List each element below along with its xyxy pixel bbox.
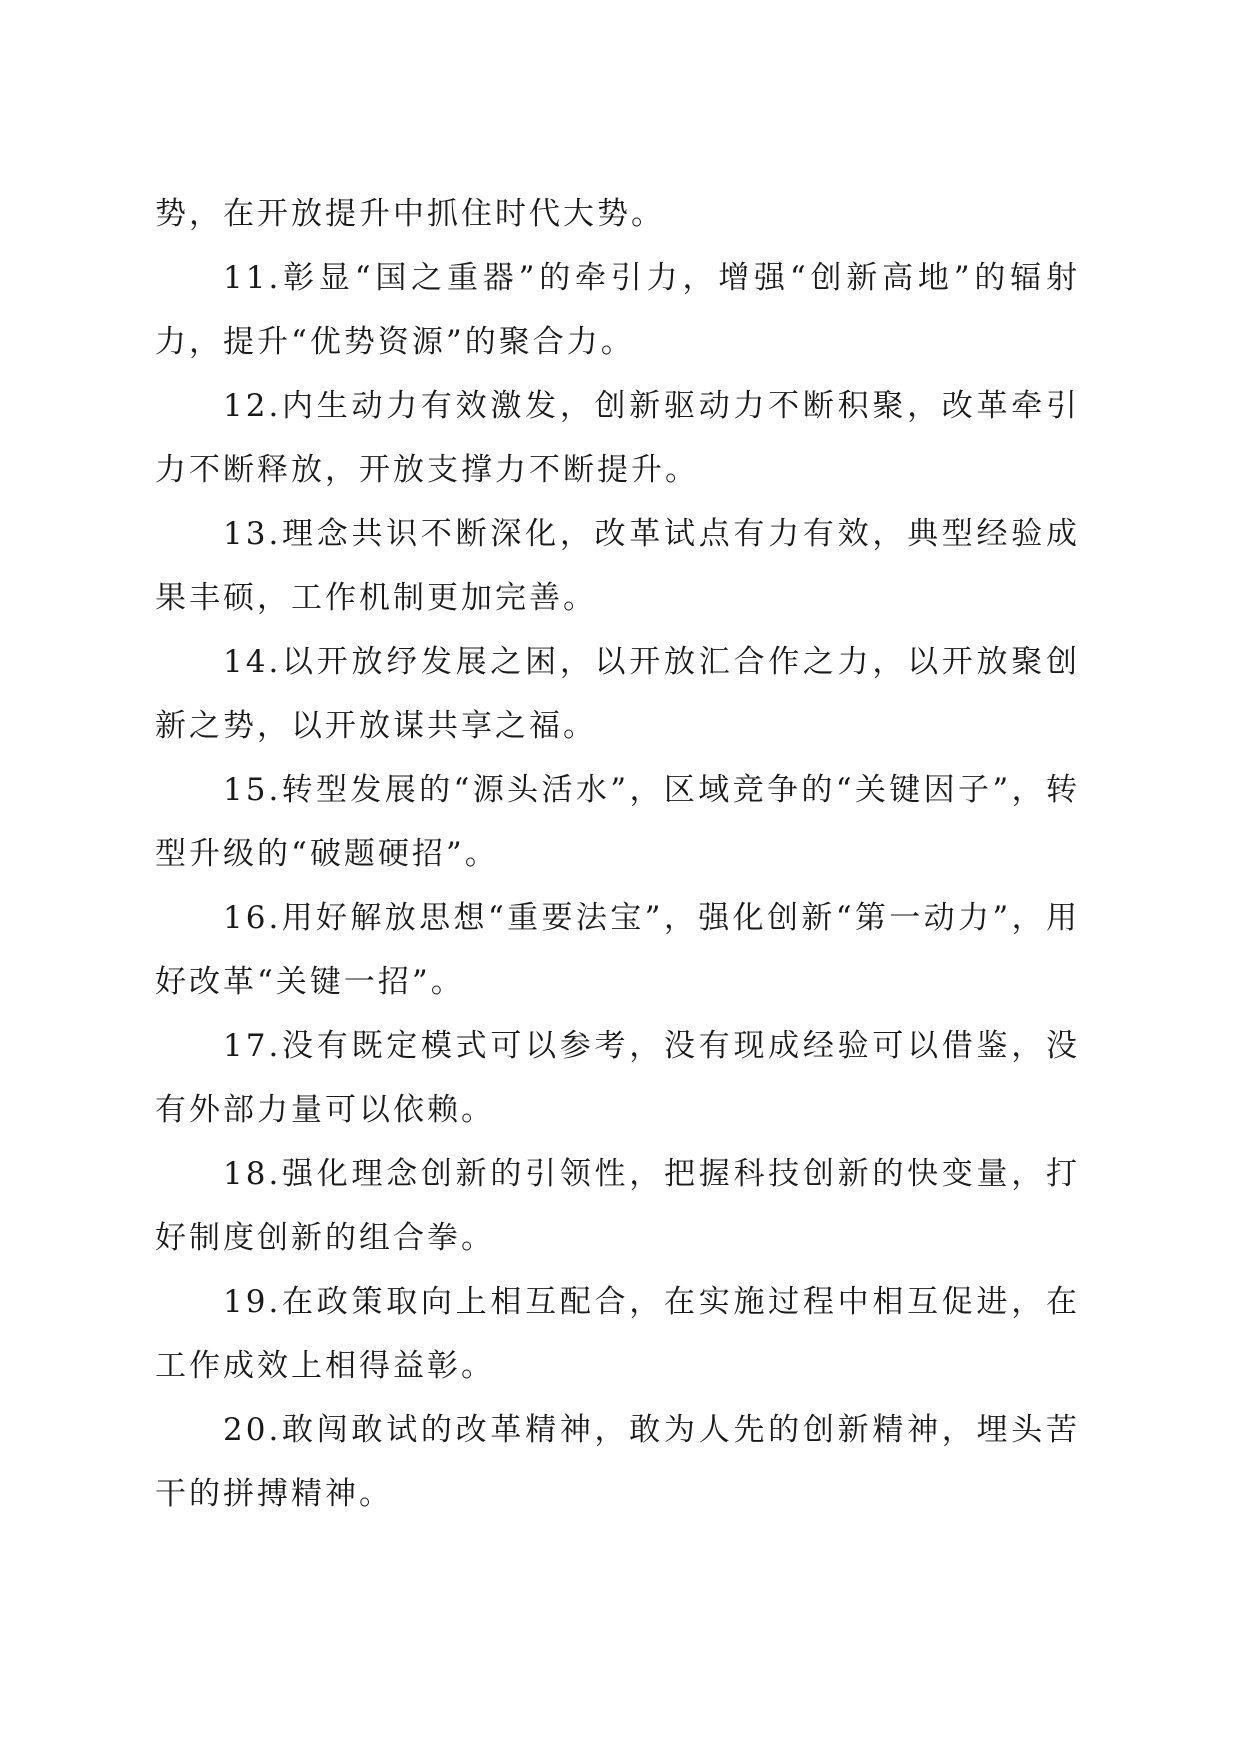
list-item-13: 13.理念共识不断深化，改革试点有力有效，典型经验成果丰硕，工作机制更加完善。: [155, 516, 1080, 616]
list-item-11: 11.彰显“国之重器”的牵引力，增强“创新高地”的辐射力，提升“优势资源”的聚合力。: [155, 260, 1080, 360]
continued-paragraph: 势，在开放提升中抓住时代大势。: [155, 196, 665, 232]
list-item-17: 17.没有既定模式可以参考，没有现成经验可以借鉴，没有外部力量可以依赖。: [155, 1028, 1080, 1128]
list-item-18: 18.强化理念创新的引领性，把握科技创新的快变量，打好制度创新的组合拳。: [155, 1156, 1080, 1256]
list-item-20: 20.敢闯敢试的改革精神，敢为人先的创新精神，埋头苦干的拼搏精神。: [155, 1412, 1080, 1512]
list-item-12: 12.内生动力有效激发，创新驱动力不断积聚，改革牵引力不断释放，开放支撑力不断提升。: [155, 388, 1080, 488]
list-item-15: 15.转型发展的“源头活水”，区域竞争的“关键因子”，转型升级的“破题硬招”。: [155, 772, 1080, 872]
list-item-19: 19.在政策取向上相互配合，在实施过程中相互促进，在工作成效上相得益彰。: [155, 1284, 1080, 1384]
document-body: [155, 182, 1080, 1526]
list-item-16: 16.用好解放思想“重要法宝”，强化创新“第一动力”，用好改革“关键一招”。: [155, 900, 1080, 1000]
list-item-14: 14.以开放纾发展之困，以开放汇合作之力，以开放聚创新之势，以开放谋共享之福。: [155, 644, 1080, 744]
